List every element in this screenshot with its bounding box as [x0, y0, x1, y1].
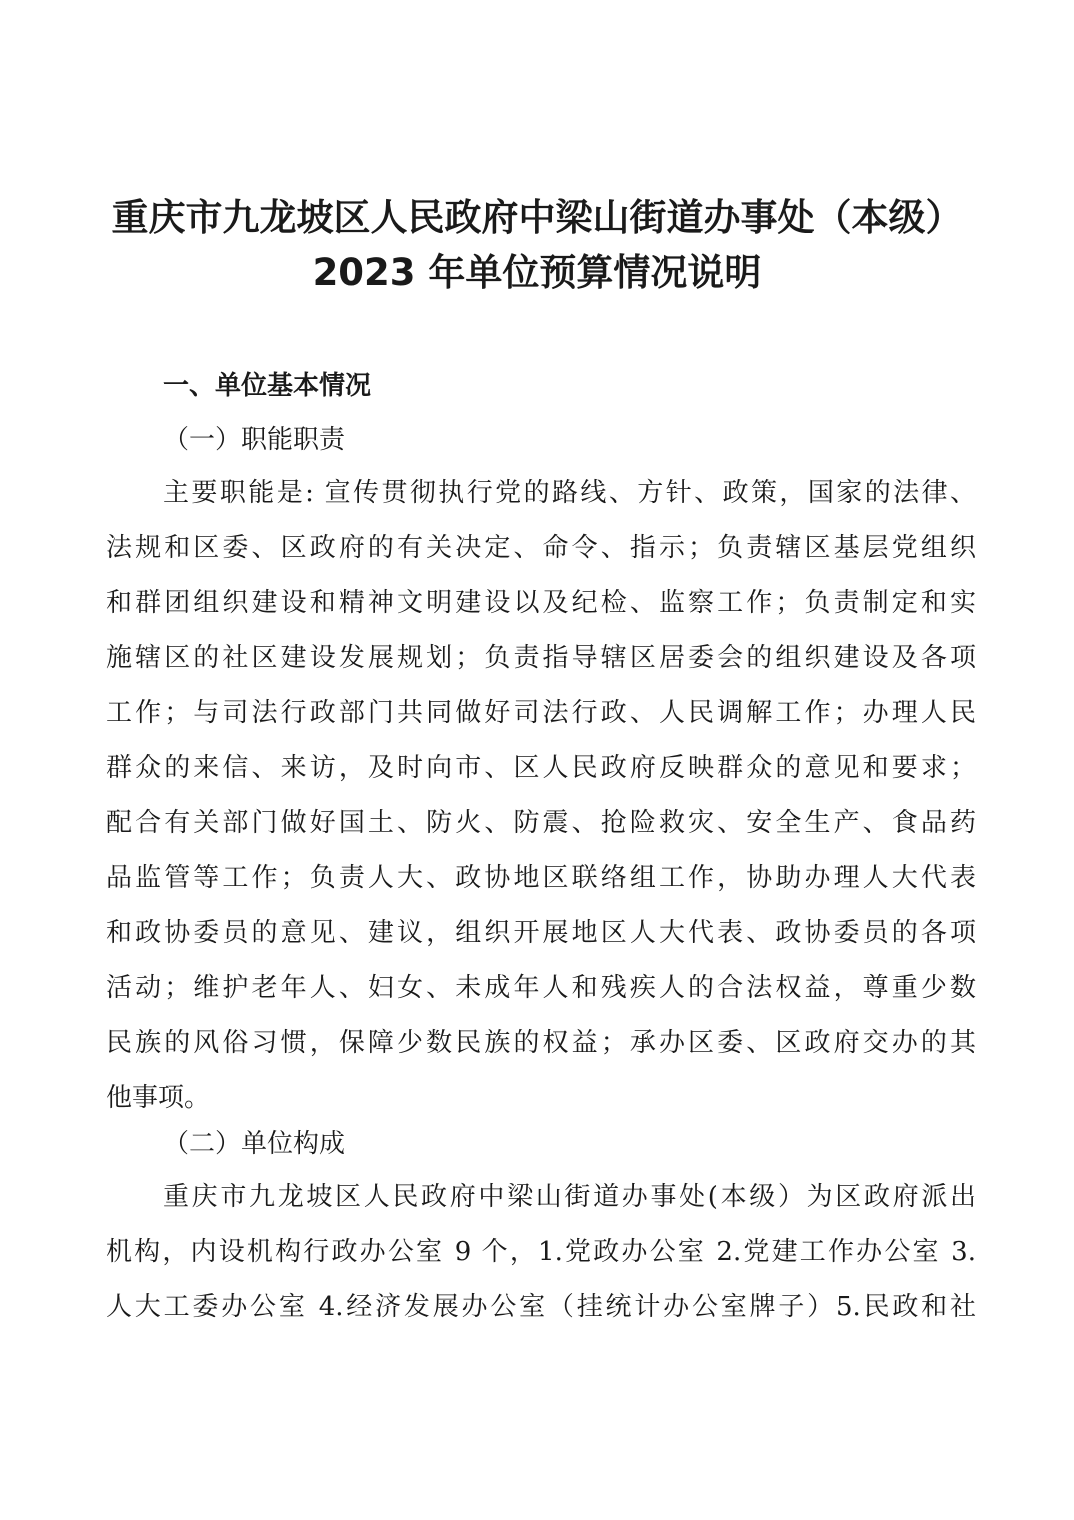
- paragraph-line: 机构，内设机构行政办公室 9 个，1.党政办公室 2.党建工作办公室 3.: [106, 1237, 976, 1267]
- subsection-heading-composition: （二）单位构成: [163, 1129, 346, 1159]
- paragraph-line: 品监管等工作；负责人大、政协地区联络组工作，协助办理人大代表: [106, 863, 976, 893]
- paragraph-line: 民族的风俗习惯，保障少数民族的权益；承办区委、区政府交办的其: [106, 1028, 976, 1058]
- paragraph-line: 主要职能是: 宣传贯彻执行党的路线、方针、政策，国家的法律、: [163, 478, 976, 508]
- document-title-line-2: 2023 年单位预算情况说明: [312, 251, 762, 294]
- paragraph-line: 施辖区的社区建设发展规划；负责指导辖区居委会的组织建设及各项: [106, 643, 976, 673]
- subsection-heading-functions: （一）职能职责: [163, 425, 346, 455]
- paragraph-line: 配合有关部门做好国土、防火、防震、抢险救灾、安全生产、食品药: [106, 808, 976, 838]
- document-title-line-1: 重庆市九龙坡区人民政府中梁山街道办事处（本级）: [111, 196, 963, 239]
- paragraph-line: 人大工委办公室 4.经济发展办公室（挂统计办公室牌子）5.民政和社: [106, 1292, 976, 1322]
- paragraph-line: 和群团组织建设和精神文明建设以及纪检、监察工作；负责制定和实: [106, 588, 976, 618]
- paragraph-line: 群众的来信、来访，及时向市、区人民政府反映群众的意见和要求；: [106, 753, 976, 783]
- paragraph-line: 他事项。: [106, 1083, 211, 1113]
- paragraph-line: 活动；维护老年人、妇女、未成年人和残疾人的合法权益，尊重少数: [106, 973, 976, 1003]
- paragraph-line: 工作；与司法行政部门共同做好司法行政、人民调解工作；办理人民: [106, 698, 976, 728]
- paragraph-line: 和政协委员的意见、建议，组织开展地区人大代表、政协委员的各项: [106, 918, 976, 948]
- paragraph-line: 重庆市九龙坡区人民政府中梁山街道办事处(本级）为区政府派出: [163, 1182, 976, 1212]
- paragraph-functions: [106, 466, 976, 1126]
- section-heading-basic-info: 一、单位基本情况: [163, 371, 372, 401]
- paragraph-composition: [106, 1170, 976, 1335]
- paragraph-line: 法规和区委、区政府的有关决定、命令、指示；负责辖区基层党组织: [106, 533, 976, 563]
